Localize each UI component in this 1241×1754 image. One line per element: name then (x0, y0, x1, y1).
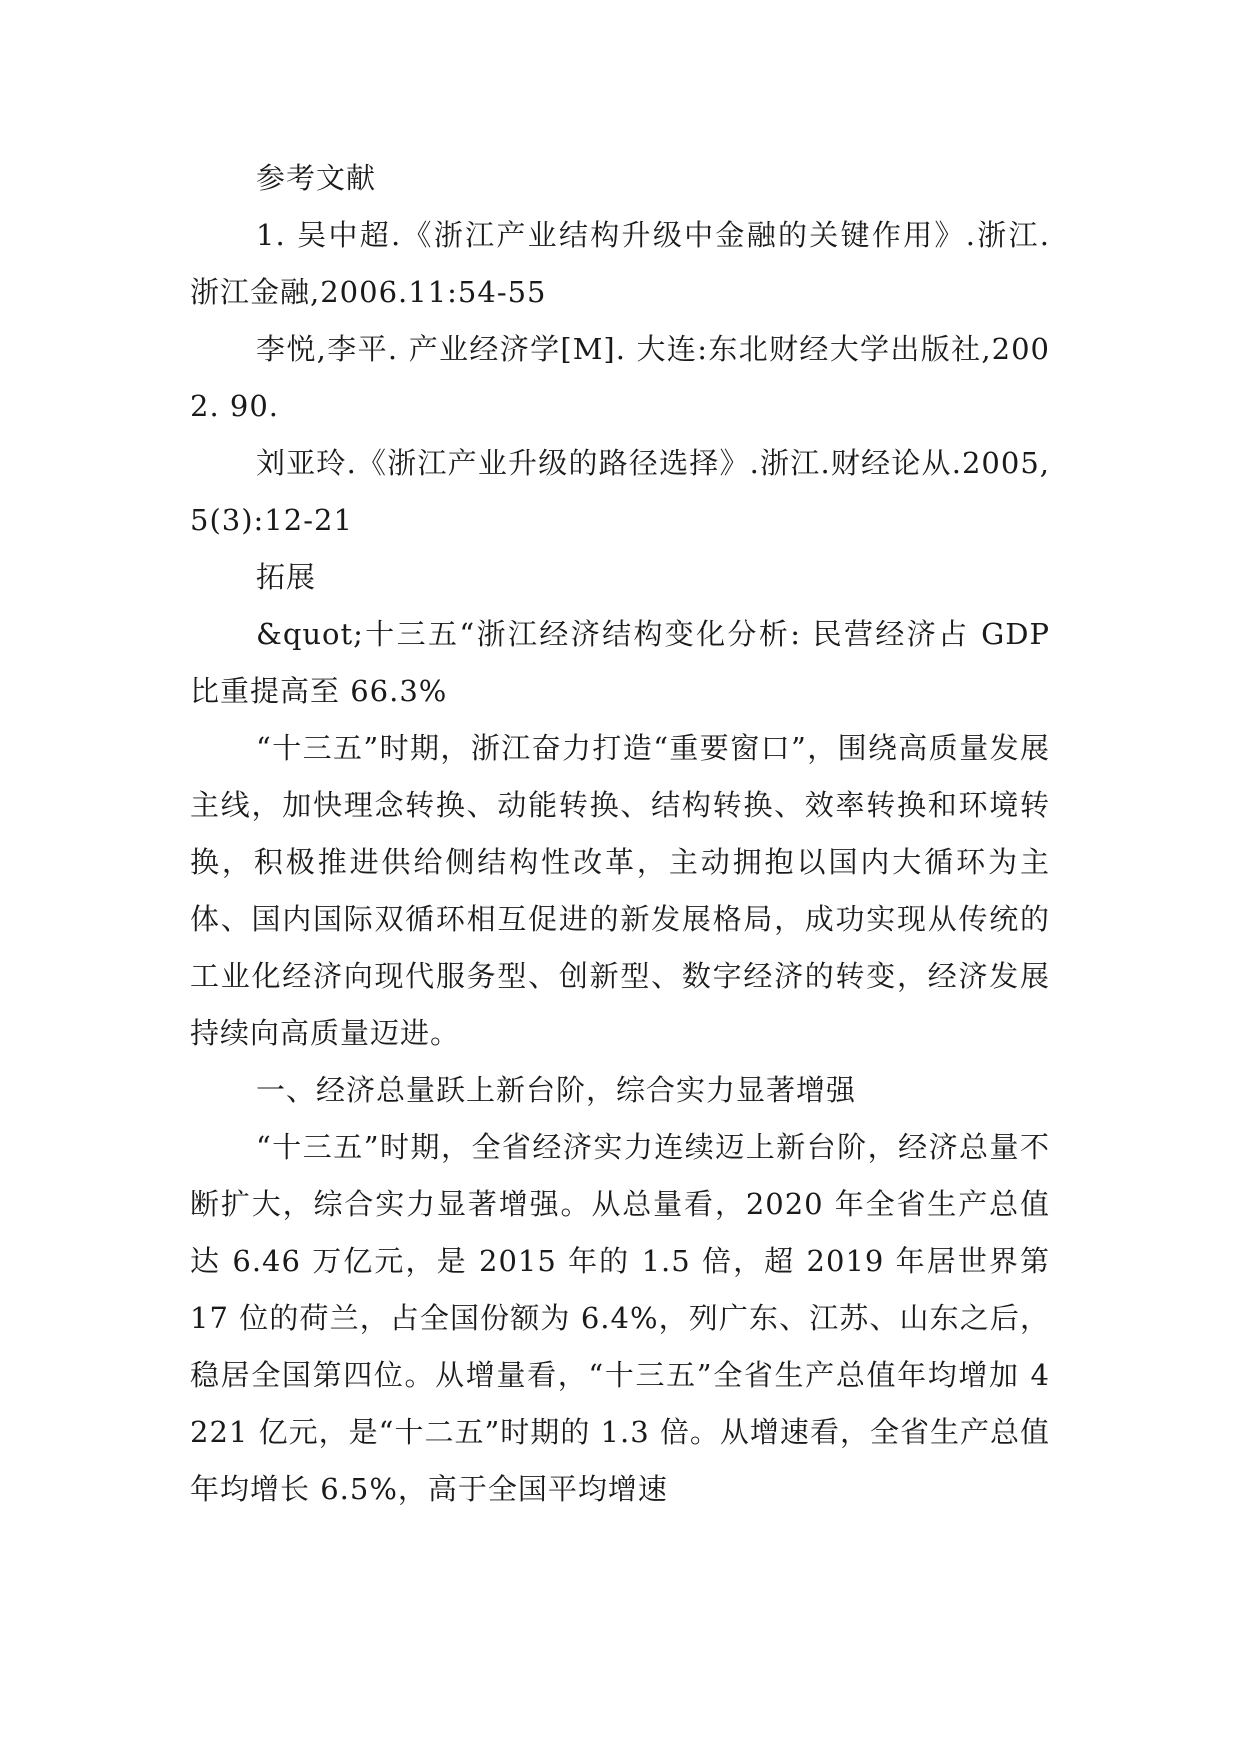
article-title: &quot;十三五“浙江经济结构变化分析: 民营经济占 GDP 比重提高至 66.3% (190, 617, 1050, 708)
extension-heading: 拓展 (256, 560, 317, 594)
body-paragraph-2: “十三五”时期，全省经济实力连续迈上新台阶，经济总量不断扩大，综合实力显著增强。从总量看，2020 年全省生产总值达 6.46 万亿元，是 2015 年的 1.5 倍，超 2019 年居世界第 17 位的荷兰，占全国份额为 6.4%，列广东、江苏、山东之后，稳居全国第四位。从增量看，“十三五”全省生产总值年均增加 4221 亿元，是“十二五”时期的 1.3 倍。从增速看，全省生产总值年均增长 6.5%，高于全国平均增速 (190, 1130, 1050, 1506)
reference-item-3: 刘亚玲.《浙江产业升级的路径选择》.浙江.财经论从.2005,5(3):12-21 (190, 446, 1050, 537)
section-heading-1: 一、经济总量跃上新台阶，综合实力显著增强 (256, 1073, 857, 1107)
reference-item-1: 1. 吴中超.《浙江产业结构升级中金融的关键作用》.浙江. 浙江金融,2006.11:54-55 (190, 218, 1050, 309)
references-heading: 参考文献 (256, 161, 377, 195)
document-page (190, 150, 1050, 1518)
body-paragraph-1: “十三五”时期，浙江奋力打造“重要窗口”，围绕高质量发展主线，加快理念转换、动能转换、结构转换、效率转换和环境转换，积极推进供给侧结构性改革，主动拥抱以国内大循环为主体、国内国际双循环相互促进的新发展格局，成功实现从传统的工业化经济向现代服务型、创新型、数字经济的转变，经济发展持续向高质量迈进。 (190, 731, 1050, 1050)
reference-item-2: 李悦,李平. 产业经济学[M]. 大连:东北财经大学出版社,2002. 90. (190, 332, 1050, 423)
